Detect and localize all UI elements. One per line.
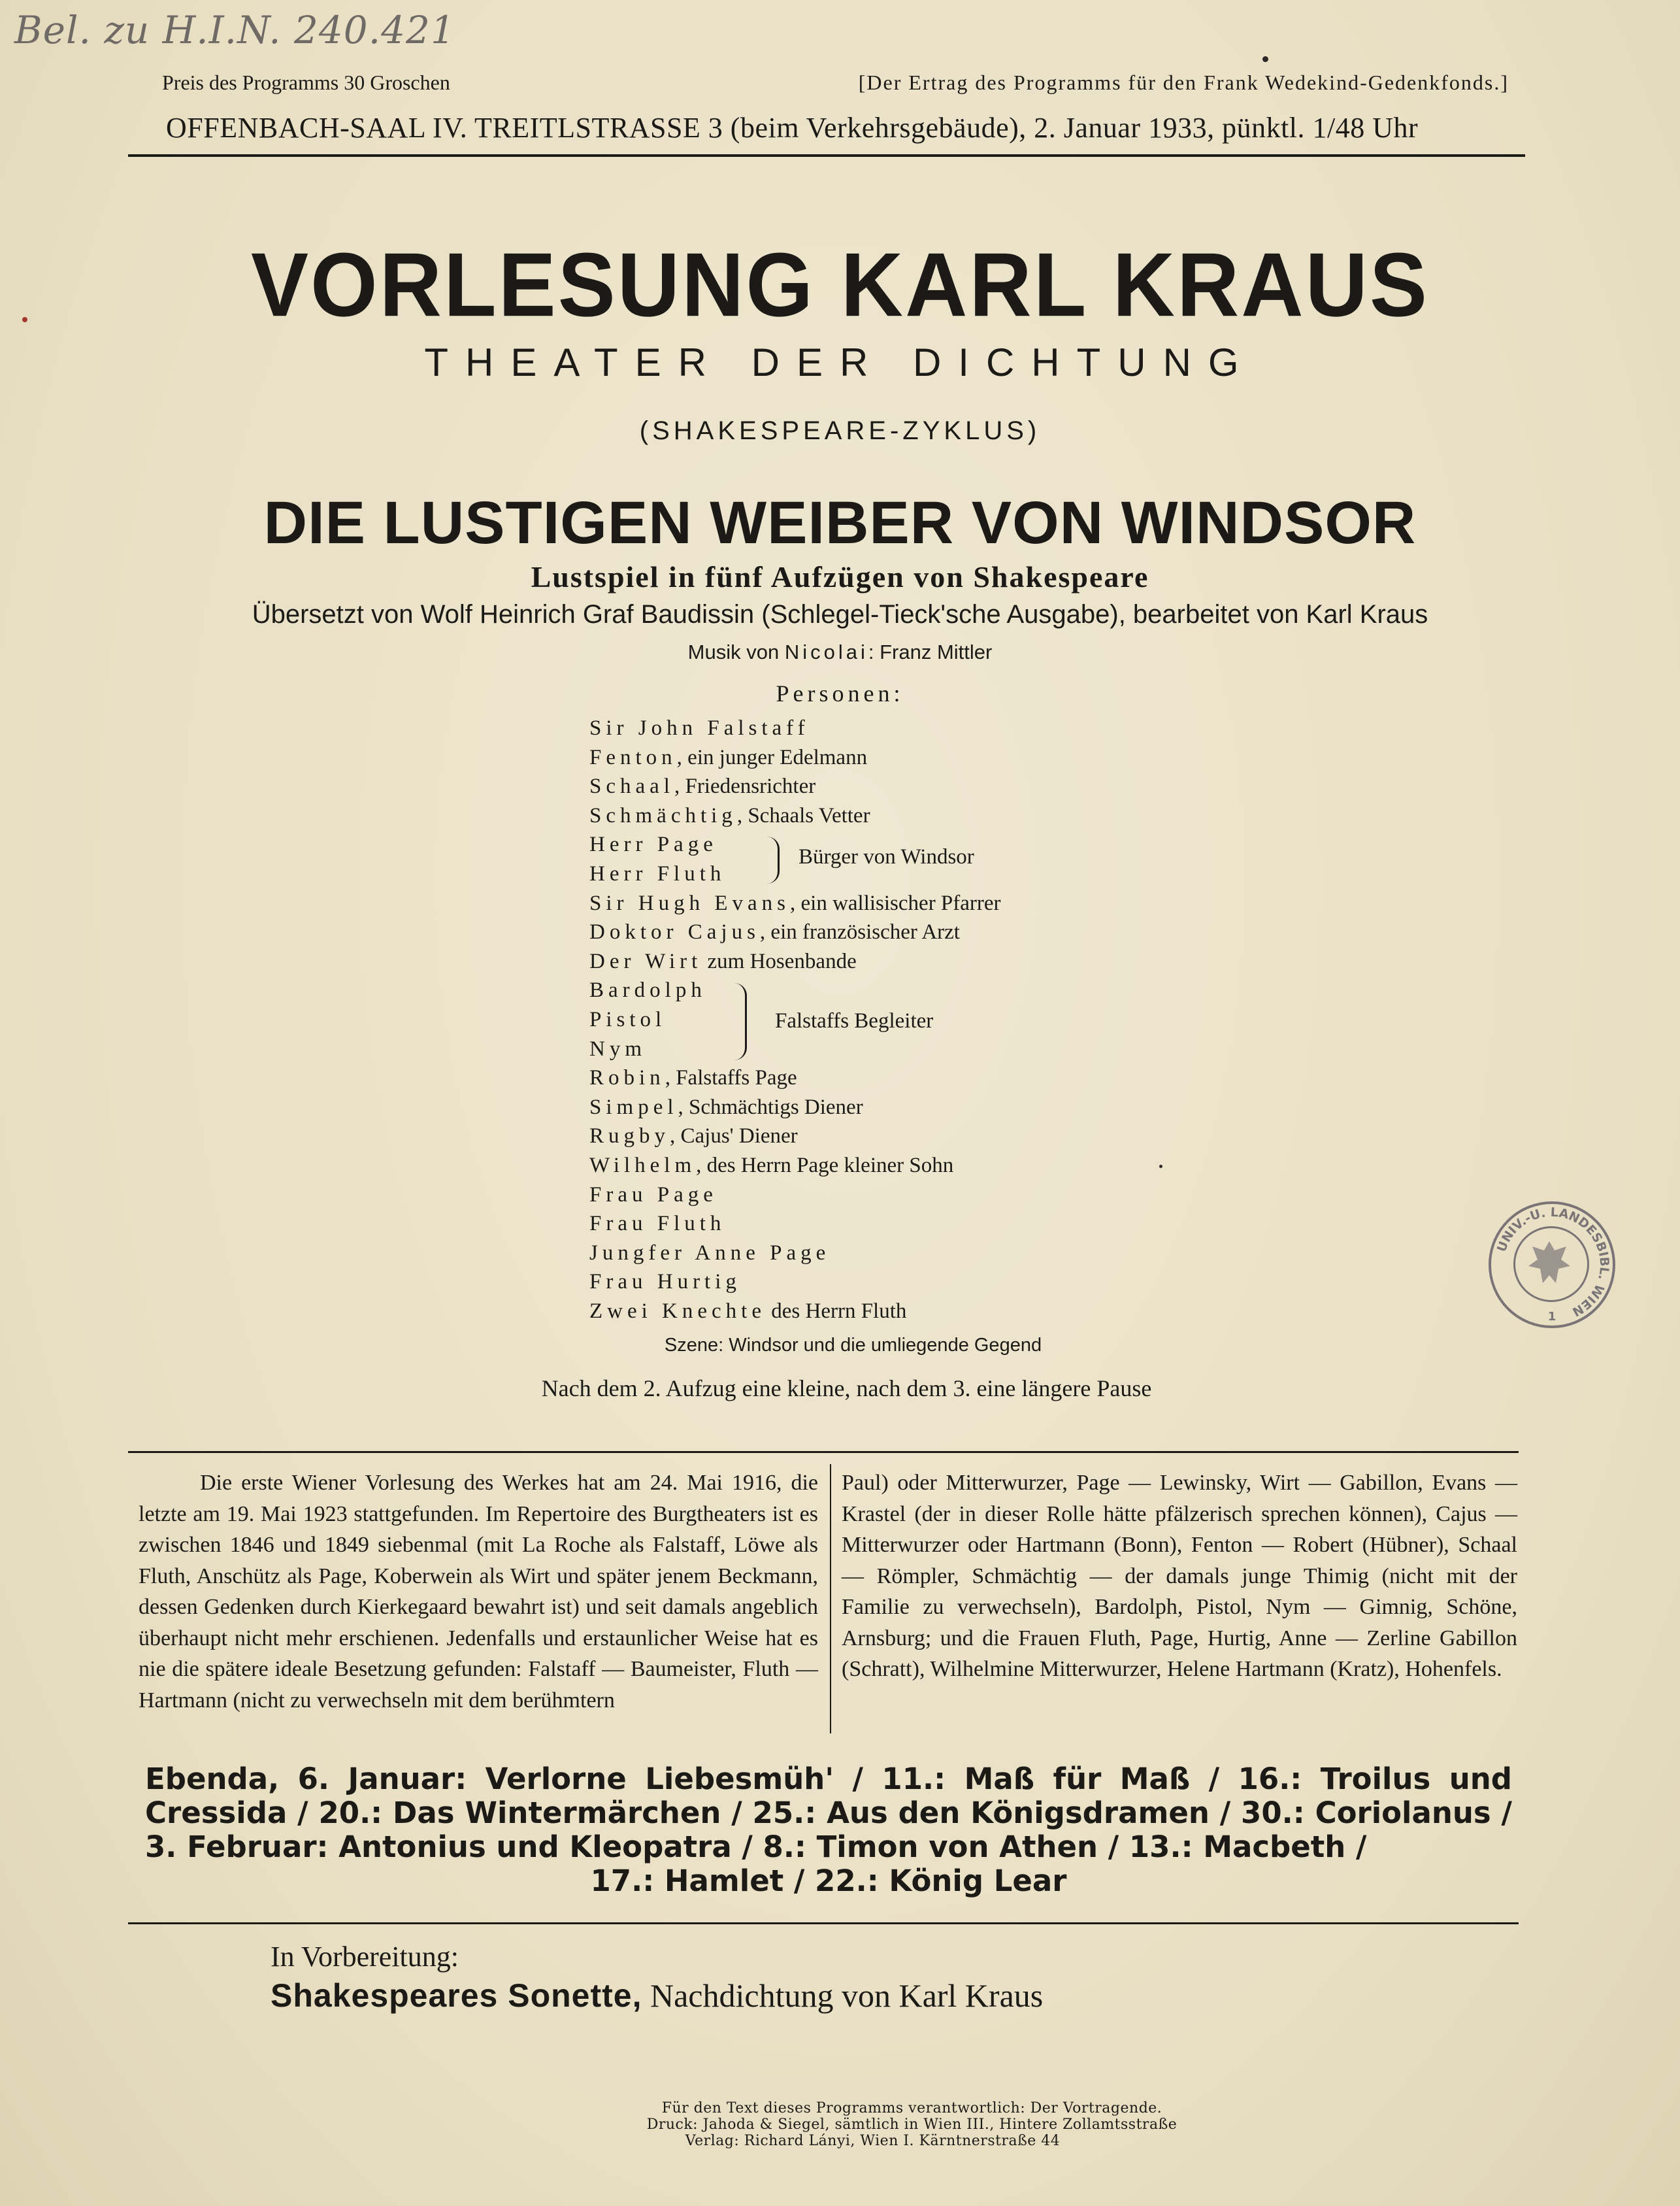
pause-note: Nach dem 2. Aufzug eine kleine, nach dem 3. eine längere Pause xyxy=(541,1375,1152,1401)
scene-text: Windsor und die umliegende Gegend xyxy=(729,1335,1042,1356)
cast-item xyxy=(589,1209,1001,1239)
cast-item xyxy=(589,1180,1001,1210)
venue-line: OFFENBACH-SAAL IV. TREITLSTRASSE 3 (beim Verkehrsgebäude), 2. Januar 1933, pünktl. 1/48 Uhr xyxy=(166,112,1419,144)
cast-item xyxy=(589,1267,1001,1297)
cast-name: Bardolph xyxy=(589,978,706,1003)
cast-item xyxy=(589,1151,1001,1180)
cast-item xyxy=(589,1122,1001,1151)
brace-burgers xyxy=(767,837,780,884)
cast-item xyxy=(589,772,1001,801)
notes-right-text: Paul) oder Mitterwurzer, Page — Lewinsky, Wirt — Gabillon, Evans — Krastel (der in dieser Rolle hätte pfälzerisch sprechen können), Cajus — Mitterwurzer oder Hartmann (Bonn), Fenton — Robert (Hübner), Schaal — Römpler, Schmächtig — der damals junge Thimig (nicht mit der Familie zu verwechseln), Bardolph, Pistol, Nym — Gimnig, Schöne, Arnsburg; und die Frauen Fluth, Page, Hurtig, Anne — Zerline Gabillon (Schratt), Wilhelmine Mitterwurzer, Helene Hartmann (Kratz), Hohenfels. xyxy=(842,1471,1517,1681)
price-note: Preis des Programms 30 Groschen xyxy=(162,71,450,94)
proceeds-note: [Der Ertrag des Programms für den Frank Wedekind-Gedenkfonds.] xyxy=(858,71,1509,94)
cast-name: Der Wirt xyxy=(589,949,702,973)
cast-name: Schmächtig xyxy=(589,803,737,827)
notes-right-column xyxy=(842,1467,1517,1685)
svg-text:UNIV.-U. LANDESBIBL. WIEN xyxy=(1494,1205,1611,1319)
cast-name: Schaal xyxy=(589,775,674,799)
notes-column-divider xyxy=(830,1464,831,1733)
ink-speck xyxy=(1159,1165,1162,1168)
cast-item xyxy=(589,801,1001,831)
cast-name: Frau Hurtig xyxy=(589,1270,741,1294)
notes-top-rule xyxy=(128,1451,1519,1453)
stamp-lettering xyxy=(1491,1204,1613,1326)
stamp-text: UNIV.-U. LANDESBIBL. WIEN xyxy=(1494,1205,1612,1319)
cast-name: Nym xyxy=(589,1037,646,1061)
preparation-entry xyxy=(271,1977,1043,2014)
cast-name: Sir John Falstaff xyxy=(589,716,810,740)
cast-name: Frau Page xyxy=(589,1182,717,1207)
cast-item xyxy=(589,1093,1001,1122)
cast-desc: , des Herrn Page kleiner Sohn xyxy=(696,1153,954,1177)
brace-companions xyxy=(734,983,747,1060)
stamp-number: 1 xyxy=(1547,1310,1556,1324)
translation-note: Übersetzt von Wolf Heinrich Graf Baudissin (Schlegel-Tieck'sche Ausgabe), bearbeitet von Karl Kraus xyxy=(252,600,1428,629)
group-label-companions: Falstaffs Begleiter xyxy=(775,1009,934,1033)
cast-item xyxy=(589,1297,1001,1326)
cast-desc: , Schaals Vetter xyxy=(736,803,870,827)
cast-name: Herr Fluth xyxy=(589,861,726,886)
cast-item xyxy=(589,918,1001,947)
cast-name: Robin xyxy=(589,1066,665,1090)
music-label: Musik von xyxy=(687,641,780,663)
ink-speck xyxy=(1262,56,1268,62)
header-rule xyxy=(128,154,1525,157)
scene-label: Szene: xyxy=(664,1335,724,1356)
cast-desc: , ein wallisischer Pfarrer xyxy=(790,891,1001,915)
cast-item xyxy=(589,714,1001,743)
preparation-label: In Vorbereitung: xyxy=(271,1941,459,1973)
cast-desc: , Cajus' Diener xyxy=(670,1124,798,1148)
group-label-burgers: Bürger von Windsor xyxy=(799,845,974,869)
cast-name: Frau Fluth xyxy=(589,1212,726,1236)
cast-heading: Personen: xyxy=(776,680,904,707)
schedule-last-line: 17.: Hamlet / 22.: König Lear xyxy=(590,1863,1067,1898)
music-credit xyxy=(0,641,1680,664)
cast-item xyxy=(589,1239,1001,1268)
notes-left-column xyxy=(139,1467,818,1716)
cast-item xyxy=(589,947,1001,977)
cast-name: Simpel xyxy=(589,1095,678,1119)
cast-item xyxy=(589,976,1001,1005)
performance-schedule xyxy=(145,1762,1512,1898)
cast-item xyxy=(589,1035,1001,1064)
cast-name: Zwei Knechte xyxy=(589,1299,766,1323)
music-composer: Nicolai xyxy=(784,641,868,663)
cast-item xyxy=(589,1063,1001,1093)
cast-desc: , Falstaffs Page xyxy=(665,1066,797,1090)
play-genre: Lustspiel in fünf Aufzügen von Shakespeare xyxy=(531,560,1149,593)
play-title: DIE LUSTIGEN WEIBER VON WINDSOR xyxy=(263,490,1417,556)
cast-name: Pistol xyxy=(589,1007,667,1031)
library-stamp xyxy=(1489,1201,1615,1328)
cast-name: Doktor Cajus xyxy=(589,920,760,944)
page-title: VORLESUNG KARL KRAUS xyxy=(250,234,1429,335)
footer-responsible: Für den Text dieses Programms verantwortlich: Der Vortragende. xyxy=(661,2100,1162,2116)
cast-name: Fenton xyxy=(589,745,677,769)
cast-desc: , ein junger Edelmann xyxy=(676,745,868,769)
preparation-title: Shakespeares Sonette, xyxy=(271,1977,642,2014)
cast-item xyxy=(589,743,1001,773)
cast-name: Wilhelm xyxy=(589,1153,697,1177)
preparation-rest: Nachdichtung von Karl Kraus xyxy=(642,1977,1044,2014)
handwritten-shelfmark: Bel. zu H.I.N. 240.421 xyxy=(14,8,455,52)
cast-desc: , ein französischer Arzt xyxy=(759,920,960,944)
cast-desc: des Herrn Fluth xyxy=(766,1299,907,1323)
footer-publisher: Verlag: Richard Lányi, Wien I. Kärntnerstraße 44 xyxy=(685,2133,1061,2149)
notes-left-text: Die erste Wiener Vorlesung des Werkes hat am 24. Mai 1916, die letzte am 19. Mai 1923 stattgefunden. Im Repertoire des Burgtheaters ist es zwischen 1846 und 1849 siebenmal (mit La Roche als Falstaff, Löwe als Fluth, Anschütz als Page, Koberwein als Wirt und später jenem Beckmann, dessen Gedenken durch Kierkegaard bewahrt ist) und seit damals angeblich überhaupt nicht mehr erschienen. Jedenfalls und erstaunlicher Weise hat es nie die spätere ideale Besetzung gefunden: Falstaff — Baumeister, Fluth — Hartmann (nicht zu verwechseln mit dem berühmtern xyxy=(139,1471,818,1713)
cast-item xyxy=(589,889,1001,918)
music-rest: : Franz Mittler xyxy=(868,641,993,663)
cast-name: Rugby xyxy=(589,1124,670,1148)
schedule-text: Ebenda, 6. Januar: Verlorne Liebesmüh' / 11.: Maß für Maß / 16.: Troilus und Cressida / 20.: Das Wintermärchen / 25.: Aus den Königsdramen / 30.: Coriolanus / 3. Februar: Antonius und Kleopatra / 8.: Timon von Athen / 13.: Macbeth / xyxy=(145,1762,1512,1864)
schedule-bottom-rule xyxy=(128,1922,1519,1924)
cast-name: Sir Hugh Evans xyxy=(589,891,790,915)
cast-name: Herr Page xyxy=(589,833,717,857)
footer-printer: Druck: Jahoda & Siegel, sämtlich in Wien III., Hintere Zollamtsstraße xyxy=(646,2116,1178,2133)
cast-name: Jungfer Anne Page xyxy=(589,1241,831,1265)
subtitle: THEATER DER DICHTUNG xyxy=(424,341,1256,384)
ink-speck xyxy=(22,317,27,322)
cast-desc: zum Hosenbande xyxy=(702,949,857,973)
cast-desc: , Friedensrichter xyxy=(674,775,816,799)
series-label: (SHAKESPEARE-ZYKLUS) xyxy=(639,416,1041,445)
cast-desc: , Schmächtigs Diener xyxy=(678,1095,863,1119)
scene-note xyxy=(0,1335,1680,1356)
